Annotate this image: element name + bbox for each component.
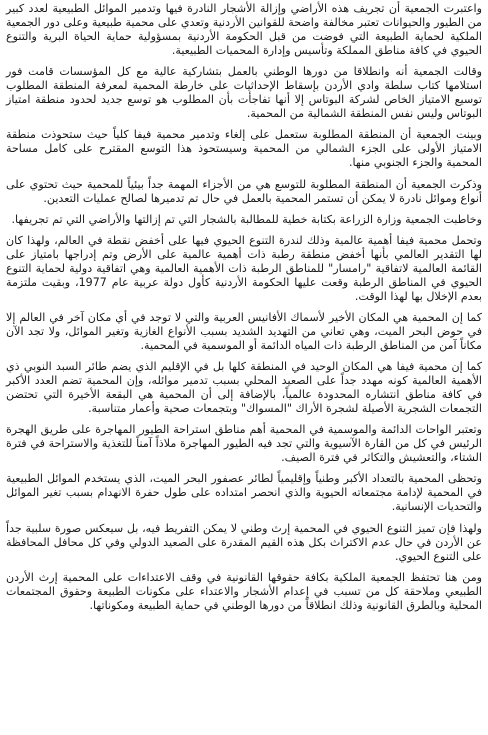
paragraph: وخاطبت الجمعية وزارة الزراعة بكتابة خطية للمطالبة بالشجار التي تم إزالتها والأراضي التي تم تجريفها. — [11, 212, 482, 226]
paragraph: وتحظى المحمية بالتعداد الأكبر وطنياً وإقليمياً لطائر عصفور البحر الميت، الذي يستخدم الموائل الطبيعية في المحمية لإدامة مجتمعاته الحيوية والذي انحصر امتداده على طول حفرة الانهدام بسبب تغير الموائل والتحديات الإنسانية. — [6, 472, 482, 514]
paragraph: وبينت الجمعية أن المنطقة المطلوبة ستعمل على إلغاء وتدمير محمية فيفا كلياً حيث ستحوذت منطقة الامتياز الأولى على الجزء الشمالي من المحمية وسيستحوذ هذا التوسع المقترح على كامل مساحة المحمية والجزء الجنوبي منها. — [6, 128, 482, 170]
paragraph: وتحمل محمية فيفا أهمية عالمية وذلك لندرة التنوع الحيوي فيها على أخفض نقطة في العالم، ولهذا كان لها التقدير العالمي بأنها أخفض منطقة رطبة ذات أهمية عالمية على الأرض وتم إدراجها بامتياز على القائمة العالمية لاتفاقية "رامسار" للمناطق الرطبة ذات الأهمية العالمية وهي اتفاقية دولية لحماية التنوع الحيوي في المناطق الرطبة وقعت عليها الحكومة الأردنية كأول دولة عربية عام 1977، وبقيت ملتزمة بعدم الإخلال بها لهذا الوقت. — [6, 233, 482, 303]
paragraph: وقالت الجمعية أنه وانطلاقا من دورها الوطني بالعمل بتشاركية عالية مع كل المؤسسات قامت فور استلامها كتاب سلطة وادي الأردن بإسقاط الإحداثيات على خارطة المحمية لمعرفة المنطقة المطلوب توسيع الامتياز الخاص لشركة البوتاس إلا أنها تفاجأت بأن المطلوب هو توسع جديد لحدود منطقة امتياز البوتاس وليس نفس المنطقة الشمالية من المحمية. — [6, 65, 482, 121]
paragraph: كما إن المحمية هي المكان الأخير لأسماك الأفانيس العربية والتي لا توجد في أي مكان آخر في العالم إلا في حوض البحر الميت، وهي تعاني من التهديد الشديد بسبب الأنواع الغازية وتغير الموائل، ولا تجد الآن مكاناً آمن من المناطق الرطبة ذات المياه الدائمة أو الموسمية في المحمية. — [6, 310, 482, 352]
paragraph: ولهذا فإن تميز التنوع الحيوي في المحمية إرث وطني لا يمكن التفريط فيه، بل سيعكس صورة سلبية جداً عن الأردن في حال عدم الاكتراث بكل هذه القيم المقدرة على الصعيد الدولي وفي كل محافل المحافظة على التنوع الحيوي. — [6, 521, 482, 563]
paragraph: واعتبرت الجمعية أن تجريف هذه الأراضي وإزالة الأشجار النادرة فيها وتدمير الموائل الطبيعية لعدد كبير من الطيور والحيوانات تعتبر مخالفة واضحة للقوانين الأردنية وتعدي على محمية طبيعية وعلى دور الجمعية الملكية لحماية الطبيعة التي فوضت من قبل الحكومة الأردنية بمسؤولية حماية الحياة البرية والتنوع الحيوي في كافة مناطق المملكة وتأسيس وإدارة المحميات الطبيعية. — [6, 2, 482, 58]
paragraph: ومن هنا تحتفظ الجمعية الملكية بكافة حقوقها القانونية في وقف الاعتداءات على المحمية إرث الأردن الطبيعي وملاحقة كل من تسبب في إعدام الأشجار والاعتداء على مكونات الطبيعة وحقوق المجتمعات المحلية وبالطرق القانونية وذلك انطلاقاً من دورها الوطني في حماية الطبيعة ومكوناتها. — [6, 570, 482, 612]
paragraph: وتعتبر الواحات الدائمة والموسمية في المحمية أهم مناطق استراحة الطيور المهاجرة على طريق الهجرة الرئيس في كل من القارة الآسيوية والتي تجد فيه الطيور المهاجرة ملاذاً آمناً للتغذية والاستراحة في فترة الشتاء، والتعشيش والتكاثر في فترة الصيف. — [6, 423, 482, 465]
paragraph: وذكرت الجمعية أن المنطقة المطلوبة للتوسع هي من الأجزاء المهمة جداً بيئياً للمحمية حيث تحتوي على أنواع وموائل نادرة لا يمكن أن تستمر المحمية بالعمل في حال تم تدميرها لصالح عمليات التعدين. — [6, 177, 482, 205]
paragraph: كما إن محمية فيفا هي المكان الوحيد في المنطقة كلها بل في الإقليم الذي يضم طائر السبد النوبي ذي الأهمية العالمية كونه مهدد جداً على الصعيد المحلي بسبب تدمير موائله، وإن المحمية تضم العدد الأكبر في كافة مناطق انتشاره المحدودة عالمياً، بالإضافة إلى أن المحمية هي البقعة الأخيرة التي تحتضن التجمعات الشجرية الأصيلة لشجرة الأراك "المسواك" وبتجمعات صحية وأعمار متناسبة. — [6, 360, 482, 416]
